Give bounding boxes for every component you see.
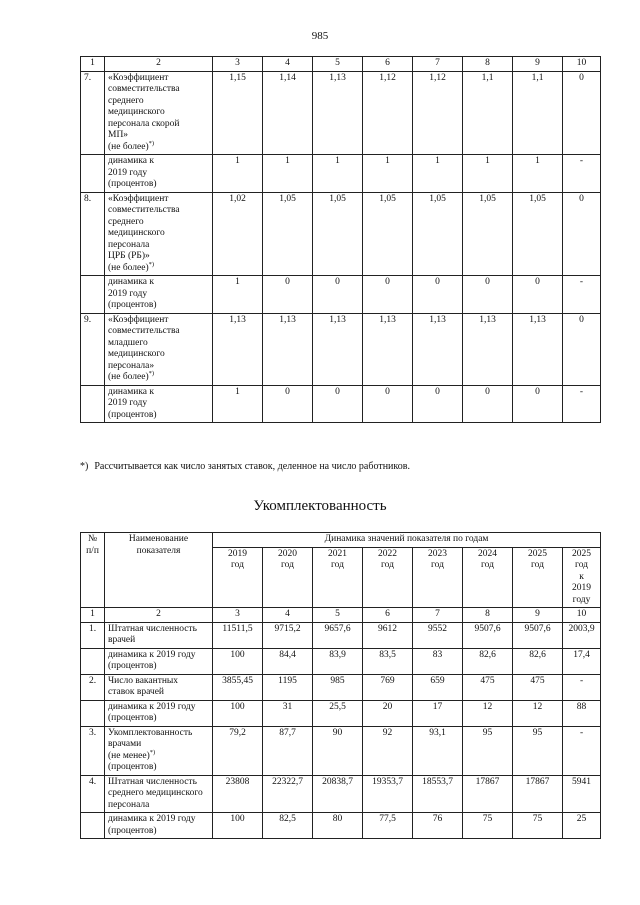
table-row xyxy=(81,700,601,726)
value-cell: 100 xyxy=(213,813,263,839)
column-number-cell: 7 xyxy=(413,608,463,623)
row-number-cell: 8. xyxy=(81,192,105,276)
value-cell: - xyxy=(563,155,601,193)
column-number-cell: 4 xyxy=(263,57,313,72)
header-name-cell: Наименование показателя xyxy=(105,533,213,608)
footnote-text: Рассчитывается как число занятых ставок, деленное на число работников. xyxy=(94,461,410,472)
value-cell: 1,05 xyxy=(413,192,463,276)
value-cell: 9612 xyxy=(363,622,413,648)
indicator-name-cell: динамика к 2019 году (процентов) xyxy=(105,276,213,314)
value-cell: 19353,7 xyxy=(363,775,413,813)
value-cell: 82,5 xyxy=(263,813,313,839)
value-cell: 9552 xyxy=(413,622,463,648)
year-header-cell: 2022 год xyxy=(363,547,413,608)
value-cell: 1 xyxy=(513,155,563,193)
indicator-name-cell: динамика к 2019 году (процентов) xyxy=(105,155,213,193)
table-row xyxy=(81,648,601,674)
value-cell: 0 xyxy=(313,276,363,314)
column-number-cell: 10 xyxy=(563,608,601,623)
column-number-cell: 5 xyxy=(313,57,363,72)
value-cell: 0 xyxy=(513,385,563,423)
value-cell: 0 xyxy=(363,385,413,423)
value-cell: 1,12 xyxy=(413,71,463,155)
section-title: Укомплектованность xyxy=(253,498,387,514)
value-cell: 100 xyxy=(213,700,263,726)
row-number-cell xyxy=(81,813,105,839)
value-cell: 92 xyxy=(363,726,413,775)
table-row xyxy=(81,726,601,775)
value-cell: 79,2 xyxy=(213,726,263,775)
table-row xyxy=(81,775,601,813)
value-cell: 1195 xyxy=(263,674,313,700)
value-cell: 0 xyxy=(263,276,313,314)
value-cell: 9507,6 xyxy=(513,622,563,648)
year-header-cell: 2021 год xyxy=(313,547,363,608)
value-cell: - xyxy=(563,674,601,700)
value-cell: 9715,2 xyxy=(263,622,313,648)
indicator-name-cell: Укомплектованность врачами (не менее)*) (процентов) xyxy=(105,726,213,775)
value-cell: 0 xyxy=(563,313,601,385)
row-number-cell: 9. xyxy=(81,313,105,385)
column-number-cell: 10 xyxy=(563,57,601,72)
value-cell: 90 xyxy=(313,726,363,775)
value-cell: 11511,5 xyxy=(213,622,263,648)
value-cell: 0 xyxy=(413,276,463,314)
year-header-cell: 2019 год xyxy=(213,547,263,608)
value-cell: 88 xyxy=(563,700,601,726)
value-cell: 75 xyxy=(513,813,563,839)
value-cell: 1,14 xyxy=(263,71,313,155)
value-cell: 83 xyxy=(413,648,463,674)
value-cell: 77,5 xyxy=(363,813,413,839)
value-cell: 1,05 xyxy=(263,192,313,276)
column-number-cell: 3 xyxy=(213,608,263,623)
indicator-name-cell: динамика к 2019 году (процентов) xyxy=(105,648,213,674)
value-cell: 475 xyxy=(463,674,513,700)
value-cell: 659 xyxy=(413,674,463,700)
year-header-cell: 2020 год xyxy=(263,547,313,608)
year-header-cell: 2023 год xyxy=(413,547,463,608)
indicator-name-cell: «Коэффициент совместительства младшего медицинского персонала» (не более)*) xyxy=(105,313,213,385)
row-number-cell: 7. xyxy=(81,71,105,155)
year-header-cell: 2024 год xyxy=(463,547,513,608)
value-cell: 0 xyxy=(463,276,513,314)
value-cell: 20838,7 xyxy=(313,775,363,813)
value-cell: 5941 xyxy=(563,775,601,813)
row-number-cell xyxy=(81,385,105,423)
year-header-cell: 2025 год к 2019 году xyxy=(563,547,601,608)
table-row xyxy=(81,313,601,385)
value-cell: 95 xyxy=(463,726,513,775)
column-number-cell: 5 xyxy=(313,608,363,623)
value-cell: 76 xyxy=(413,813,463,839)
value-cell: 1,15 xyxy=(213,71,263,155)
value-cell: 1,13 xyxy=(313,71,363,155)
value-cell: 0 xyxy=(263,385,313,423)
value-cell: 2003,9 xyxy=(563,622,601,648)
table-row xyxy=(81,622,601,648)
value-cell: 83,9 xyxy=(313,648,363,674)
row-number-cell: 1. xyxy=(81,622,105,648)
table-row xyxy=(81,155,601,193)
value-cell: 1 xyxy=(213,155,263,193)
value-cell: 1,05 xyxy=(363,192,413,276)
indicator-name-cell: «Коэффициент совместительства среднего медицинского персонала скорой МП» (не более)*) xyxy=(105,71,213,155)
value-cell: 769 xyxy=(363,674,413,700)
row-number-cell xyxy=(81,276,105,314)
header-num-cell: № п/п xyxy=(81,533,105,608)
header-dynamics-cell: Динамика значений показателя по годам xyxy=(213,533,601,548)
table-row xyxy=(81,192,601,276)
value-cell: 25 xyxy=(563,813,601,839)
value-cell: 87,7 xyxy=(263,726,313,775)
value-cell: 1,13 xyxy=(213,313,263,385)
value-cell: 75 xyxy=(463,813,513,839)
value-cell: 1,13 xyxy=(313,313,363,385)
indicator-name-cell: динамика к 2019 году (процентов) xyxy=(105,813,213,839)
column-number-cell: 2 xyxy=(105,608,213,623)
value-cell: 1 xyxy=(213,276,263,314)
table-row xyxy=(81,71,601,155)
row-number-cell xyxy=(81,648,105,674)
page-number: 985 xyxy=(311,30,329,42)
column-number-cell: 9 xyxy=(513,57,563,72)
staffing-table xyxy=(80,532,601,839)
value-cell: 93,1 xyxy=(413,726,463,775)
value-cell: 1,1 xyxy=(463,71,513,155)
value-cell: 1,13 xyxy=(413,313,463,385)
indicator-name-cell: динамика к 2019 году (процентов) xyxy=(105,385,213,423)
table-row xyxy=(81,813,601,839)
value-cell: 1,13 xyxy=(363,313,413,385)
value-cell: 9657,6 xyxy=(313,622,363,648)
value-cell: 12 xyxy=(463,700,513,726)
indicator-name-cell: динамика к 2019 году (процентов) xyxy=(105,700,213,726)
value-cell: 12 xyxy=(513,700,563,726)
value-cell: 23808 xyxy=(213,775,263,813)
indicator-name-cell: Штатная численность среднего медицинского персонала xyxy=(105,775,213,813)
header-row xyxy=(81,533,601,548)
value-cell: 1,05 xyxy=(463,192,513,276)
value-cell: 1,13 xyxy=(463,313,513,385)
row-number-cell xyxy=(81,155,105,193)
value-cell: 20 xyxy=(363,700,413,726)
table-row xyxy=(81,276,601,314)
indicator-name-cell: «Коэффициент совместительства среднего медицинского персонала ЦРБ (РБ)» (не более)*) xyxy=(105,192,213,276)
value-cell: 0 xyxy=(563,192,601,276)
column-number-cell: 6 xyxy=(363,57,413,72)
column-number-cell: 8 xyxy=(463,608,513,623)
value-cell: 0 xyxy=(513,276,563,314)
value-cell: 1 xyxy=(413,155,463,193)
year-header-cell: 2025 год xyxy=(513,547,563,608)
value-cell: 3855,45 xyxy=(213,674,263,700)
column-number-cell: 4 xyxy=(263,608,313,623)
value-cell: - xyxy=(563,385,601,423)
value-cell: 17867 xyxy=(463,775,513,813)
value-cell: 1,1 xyxy=(513,71,563,155)
row-number-cell xyxy=(81,700,105,726)
table-row xyxy=(81,385,601,423)
column-number-cell: 7 xyxy=(413,57,463,72)
value-cell: 22322,7 xyxy=(263,775,313,813)
value-cell: 17 xyxy=(413,700,463,726)
value-cell: 82,6 xyxy=(463,648,513,674)
value-cell: 82,6 xyxy=(513,648,563,674)
value-cell: 25,5 xyxy=(313,700,363,726)
indicator-name-cell: Штатная численность врачей xyxy=(105,622,213,648)
column-number-cell: 1 xyxy=(81,608,105,623)
value-cell: 1,02 xyxy=(213,192,263,276)
value-cell: 18553,7 xyxy=(413,775,463,813)
value-cell: 9507,6 xyxy=(463,622,513,648)
value-cell: 985 xyxy=(313,674,363,700)
value-cell: 0 xyxy=(463,385,513,423)
indicator-name-cell: Число вакантных ставок врачей xyxy=(105,674,213,700)
value-cell: 1,05 xyxy=(513,192,563,276)
value-cell: 1 xyxy=(363,155,413,193)
value-cell: 1,12 xyxy=(363,71,413,155)
column-number-cell: 8 xyxy=(463,57,513,72)
value-cell: 1,13 xyxy=(263,313,313,385)
column-number-row xyxy=(81,57,601,72)
column-number-cell: 3 xyxy=(213,57,263,72)
value-cell: 0 xyxy=(363,276,413,314)
value-cell: 1 xyxy=(313,155,363,193)
column-number-cell: 6 xyxy=(363,608,413,623)
footnote-mark: *) xyxy=(80,461,89,472)
table-row xyxy=(81,674,601,700)
value-cell: 31 xyxy=(263,700,313,726)
value-cell: - xyxy=(563,276,601,314)
row-number-cell: 4. xyxy=(81,775,105,813)
value-cell: 80 xyxy=(313,813,363,839)
column-number-row xyxy=(81,608,601,623)
value-cell: 17,4 xyxy=(563,648,601,674)
column-number-cell: 1 xyxy=(81,57,105,72)
row-number-cell: 2. xyxy=(81,674,105,700)
value-cell: 1 xyxy=(263,155,313,193)
value-cell: 95 xyxy=(513,726,563,775)
coefficient-table xyxy=(80,56,601,423)
value-cell: 475 xyxy=(513,674,563,700)
value-cell: 83,5 xyxy=(363,648,413,674)
value-cell: - xyxy=(563,726,601,775)
value-cell: 0 xyxy=(413,385,463,423)
column-number-cell: 2 xyxy=(105,57,213,72)
value-cell: 1 xyxy=(463,155,513,193)
footnote xyxy=(80,461,600,472)
value-cell: 0 xyxy=(313,385,363,423)
value-cell: 0 xyxy=(563,71,601,155)
value-cell: 1,13 xyxy=(513,313,563,385)
value-cell: 100 xyxy=(213,648,263,674)
value-cell: 17867 xyxy=(513,775,563,813)
value-cell: 84,4 xyxy=(263,648,313,674)
column-number-cell: 9 xyxy=(513,608,563,623)
value-cell: 1 xyxy=(213,385,263,423)
row-number-cell: 3. xyxy=(81,726,105,775)
value-cell: 1,05 xyxy=(313,192,363,276)
